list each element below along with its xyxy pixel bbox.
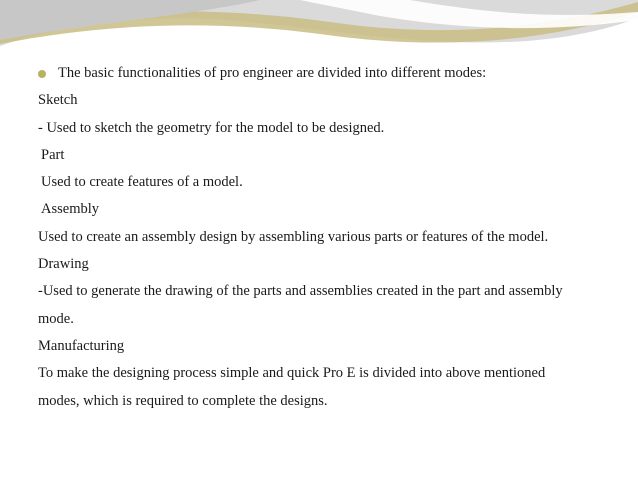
summary-paragraph: To make the designing process simple and quick Pro E is divided into above mentioned modes, which is required to complete the designs. bbox=[38, 365, 546, 409]
mode-part-description: Used to create features of a model. bbox=[41, 174, 243, 191]
mode-drawing-description: -Used to generate the drawing of the parts and assemblies created in the part and assembly mode. bbox=[38, 283, 563, 327]
slide-content bbox=[38, 60, 618, 415]
bullet-icon bbox=[38, 70, 46, 78]
mode-part-heading: Part bbox=[41, 146, 65, 163]
intro-text: The basic functionalities of pro engineer are divided into different modes: bbox=[58, 65, 487, 81]
mode-sketch-heading: Sketch bbox=[38, 92, 78, 109]
mode-assembly-heading: Assembly bbox=[41, 201, 99, 218]
intro-bullet bbox=[38, 60, 618, 87]
mode-sketch-description: - Used to sketch the geometry for the model to be designed. bbox=[38, 119, 385, 136]
mode-drawing-heading: Drawing bbox=[38, 256, 89, 273]
mode-manufacturing-heading: Manufacturing bbox=[38, 337, 125, 354]
mode-assembly-description: Used to create an assembly design by assembling various parts or features of the model. bbox=[38, 228, 549, 245]
